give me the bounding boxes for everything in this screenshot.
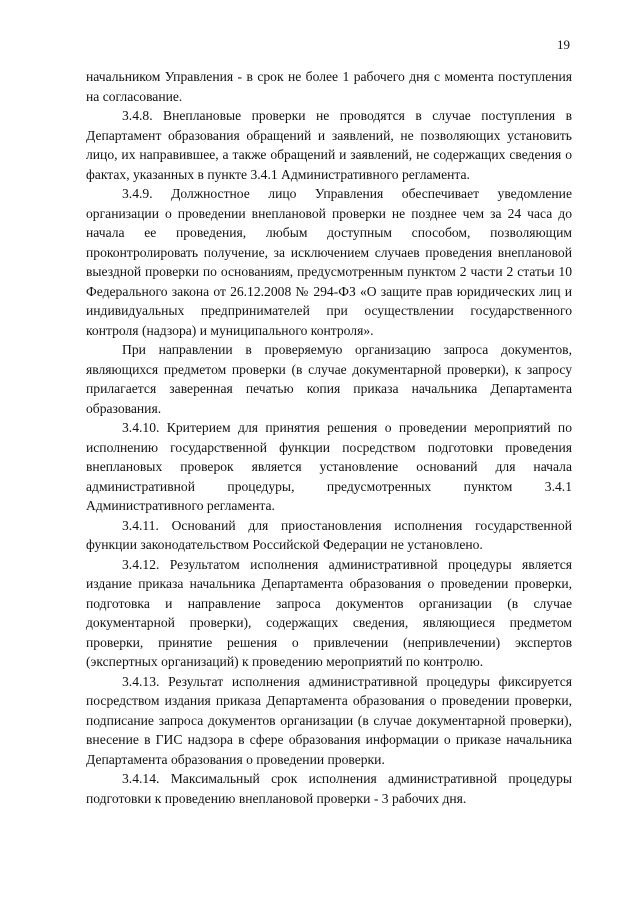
page-number: 19 [557, 37, 570, 52]
paragraph-3-4-9: 3.4.9. Должностное лицо Управления обеспечивает уведомление организации о проведении внеплановой проверки не позднее чем за 24 часа до начала ее проведения, любым доступным способом, позволяющим проконтролировать получение, за исключением случаев проведения внеплановой выездной проверки по основаниям, предусмотренным пунктом 2 части 2 статьи 10 Федерального закона от 26.12.2008 № 294-ФЗ «О защите прав юридических лиц и индивидуальных предпринимателей при осуществлении государственного контроля (надзора) и муниципального контроля». [86, 186, 572, 338]
document-body [86, 67, 572, 808]
paragraph-3-4-14: 3.4.14. Максимальный срок исполнения административной процедуры подготовки к проведению внеплановой проверки - 3 рабочих дня. [86, 771, 572, 806]
paragraph-request-documents: При направлении в проверяемую организацию запроса документов, являющихся предметом проверки (в случае документарной проверки), к запросу прилагается заверенная печатью копия приказа начальника Департамента образования. [86, 342, 572, 416]
paragraph-3-4-12: 3.4.12. Результатом исполнения административной процедуры является издание приказа начальника Департамента образования о проведении проверки, подготовка и направление запроса документов организации (в случае документарной проверки), содержащих сведения, являющиеся предметом проверки, принятие решения о привлечении (непривлечении) экспертов (экспертных организаций) к проведению мероприятий по контролю. [86, 556, 572, 669]
paragraph-continuation: начальником Управления - в срок не более 1 рабочего дня с момента поступления на согласование. [86, 69, 572, 104]
paragraph-3-4-8: 3.4.8. Внеплановые проверки не проводятся в случае поступления в Департамент образования обращений и заявлений, не позволяющих установить лицо, их направившее, а также обращений и заявлений, не содержащих сведения о фактах, указанных в пункте 3.4.1 Административного регламента. [86, 108, 572, 182]
paragraph-3-4-13: 3.4.13. Результат исполнения административной процедуры фиксируется посредством издания приказа Департамента образования о проведении проверки, подписание запроса документов организации (в случае документарной проверки), внесение в ГИС надзора в сфере образования информации о приказе начальника Департамента образования о проведении проверки. [86, 673, 572, 767]
paragraph-3-4-10: 3.4.10. Критерием для принятия решения о проведении мероприятий по исполнению государственной функции посредством подготовки проведения внеплановых проверок является установление оснований для начала административной процедуры, предусмотренных пунктом 3.4.1 Административного регламента. [86, 420, 572, 513]
paragraph-3-4-11: 3.4.11. Оснований для приостановления исполнения государственной функции законодательством Российской Федерации не установлено. [86, 517, 572, 552]
